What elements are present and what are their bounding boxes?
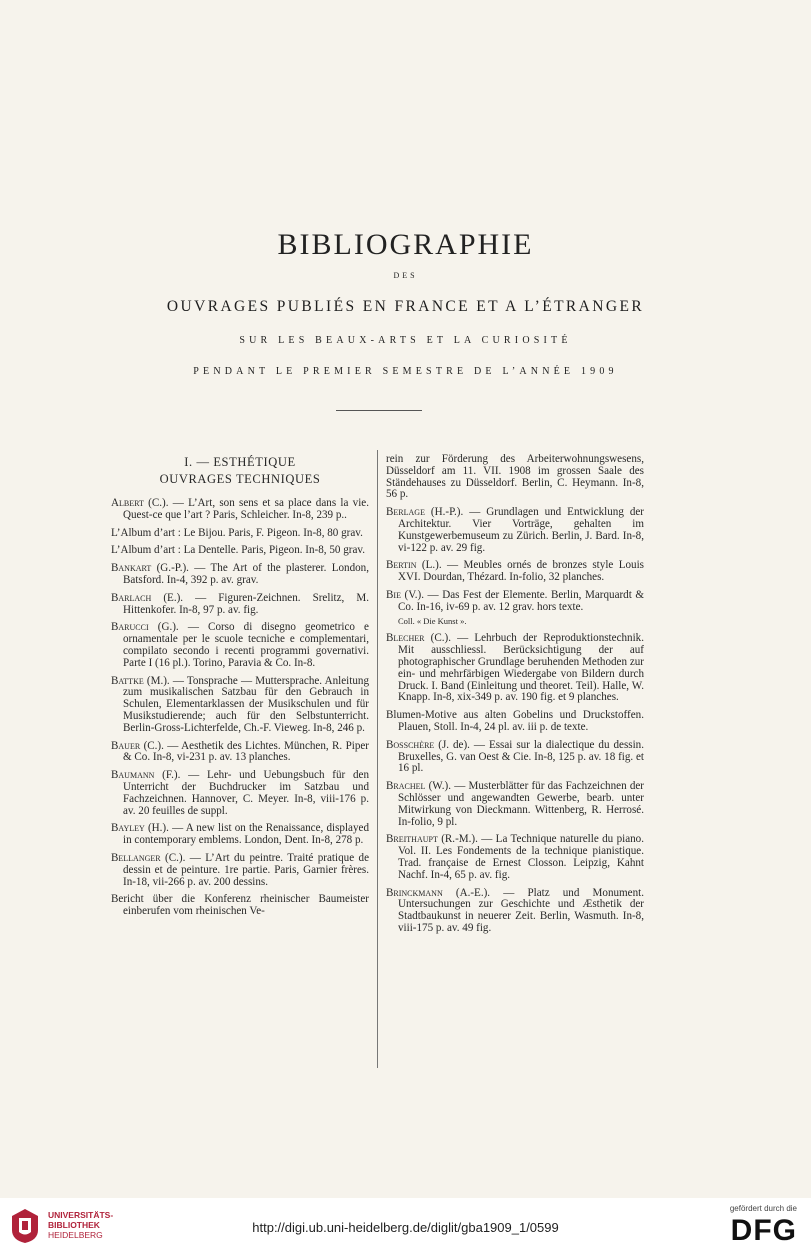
bibliography-entry — [111, 593, 369, 617]
section-subheading: OUVRAGES TECHNIQUES — [159, 472, 321, 486]
entry-author: Bellanger — [111, 851, 161, 864]
entry-text: (W.). — Musterblätter für das Fachzeichnen der Schlösser und angewandten Gewerbe, bearb. unter Mitwirkung von Dieckmann. Wittenberg, R. Herrosé. In-folio, 9 pl. — [398, 780, 644, 828]
bibliography-entry — [386, 781, 644, 828]
entry-text: rein zur Förderung des Arbeiterwohnungswesens, Düsseldorf am 11. VII. 1908 im grossen Saale des Ständehauses zu Düsseldorf. Berlin, C. Heymann. In-8, 56 p. — [386, 453, 644, 501]
bibliography-entry — [111, 853, 369, 888]
entry-text: L’Album d’art : Le Bijou. Paris, F. Pigeon. In-8, 80 grav. — [111, 526, 363, 539]
entry-text: Bericht über die Konferenz rheinischer Baumeister einberufen vom rheinischen Ve- — [111, 893, 369, 918]
right-column — [386, 454, 644, 941]
entry-author: Berlage — [386, 506, 425, 519]
entry-text: (C.). — L’Art, son sens et sa place dans la vie. Quest-ce que l’art ? Paris, Schleicher. In-8, 239 p.. — [123, 497, 369, 521]
bibliography-entry — [111, 823, 369, 847]
entry-text: (E.). — Figuren-Zeichnen. Srelitz, M. Hittenkofer. In-8, 97 p. av. fig. — [123, 591, 369, 616]
entry-text: (F.). — Lehr- und Uebungsbuch für den Unterricht der Buchdrucker im Satzbau und Fachzeichnen. Hannover, C. Meyer. In-8, viii-176 p. av. 20 feuilles de suppl. — [123, 769, 369, 817]
entry-author: Brinckmann — [386, 886, 443, 899]
entry-text: (G.-P.). — The Art of the plasterer. London, Batsford. In-4, 392 p. av. grav. — [123, 562, 369, 586]
bibliography-entry — [386, 560, 644, 584]
title-divider — [336, 410, 422, 411]
entry-author: Blecher — [386, 632, 425, 645]
subtitle-beaux-arts: SUR LES BEAUX-ARTS ET LA CURIOSITÉ — [239, 335, 572, 346]
entry-text: (M.). — Tonsprache — Muttersprache. Anleitung zum musikalischen Satzbau für den Gebrauch in Schulen, Elementarklassen der Musikschulen und für Musikstudierende; auch für den Selbstunterricht. Berlin-Gross-Lichterfelde, Ch.-F. Vieweg. In-8, 246 p. — [123, 674, 369, 734]
bibliography-entry — [111, 770, 369, 817]
bibliography-entry — [111, 741, 369, 765]
entry-text: (C.). — L’Art du peintre. Traité pratique de dessin et de peinture. 1re partie. Paris, Garnier frères. In-18, vii-266 p. av. 200 dessins. — [123, 851, 369, 888]
bibliography-entry — [386, 507, 644, 554]
entry-text: (C.). — Lehrbuch der Reproduktionstechnik. Mit ausschliessl. Berücksichtigung der auf photographischer Grundlage beruhenden Methoden zur ein- und mehrfärbigen Wiedergabe von Bildern durch Druck. I. Band (Einleitung und theoret. Teil). Halle, W. Knapp. In-8, xix-349 p. av. 190 fig. et 9 planches. — [398, 632, 644, 704]
entry-collection-note: Coll. « Die Kunst ». — [398, 615, 467, 626]
page-title: BIBLIOGRAPHIE — [277, 228, 534, 261]
entry-author: Baumann — [111, 769, 155, 782]
institution-line: UNIVERSITÄTS- — [48, 1210, 114, 1220]
entry-author: Bie — [386, 588, 401, 601]
bibliography-entry — [111, 498, 369, 522]
entry-text: (H.). — A new list on the Renaissance, displayed in contemporary emblems. London, Dent. In-8, 278 p. — [123, 822, 369, 847]
bibliography-entry — [111, 528, 369, 540]
subtitle-des: DES — [393, 271, 418, 280]
entry-author: Bankart — [111, 562, 152, 575]
entry-text: Blumen-Motive aus alten Gobelins und Druckstoffen. Plauen, Stoll. In-4, 24 pl. av. iii p. de texte. — [386, 709, 644, 733]
entry-text: (V.). — Das Fest der Elemente. Berlin, Marquardt & Co. In-16, iv-69 p. av. 12 grav. hors texte. — [398, 588, 644, 613]
bibliography-entry — [386, 710, 644, 734]
bibliography-entry — [111, 622, 369, 669]
entry-text: (G.). — Corso di disegno geometrico e ornamentale per le scuole tecniche e complementari, compilato secondo i recenti programmi governativi. Parte I (16 pl.). Torino, Paravia & Co. In-8. — [123, 621, 369, 669]
bibliography-entry — [386, 888, 644, 935]
entry-author: Brachel — [386, 780, 426, 793]
entry-text: (R.-M.). — La Technique naturelle du piano. Vol. II. Les Fondements de la technique pianistique. Trad. française de Ernest Closson. Leipzig, Kahnt Nachf. In-4, 65 p. av. fig. — [398, 833, 644, 881]
entry-author: Albert — [111, 497, 144, 509]
subtitle-semestre: PENDANT LE PREMIER SEMESTRE DE L’ANNÉE 1909 — [193, 366, 618, 377]
entry-author: Barlach — [111, 591, 152, 604]
entry-author: Bertin — [386, 559, 417, 572]
bibliography-entry — [386, 740, 644, 775]
entry-author: Bauer — [111, 739, 141, 752]
institution-line: HEIDELBERG — [48, 1230, 103, 1240]
entry-text: L’Album d’art : La Dentelle. Paris, Pigeon. In-8, 50 grav. — [111, 544, 365, 557]
funded-by-label: gefördert durch die — [729, 1204, 797, 1213]
entry-author: Bayley — [111, 822, 145, 835]
source-url-link[interactable]: http://digi.ub.uni-heidelberg.de/diglit/gba1909_1/0599 — [252, 1220, 559, 1235]
subtitle-ouvrages: OUVRAGES PUBLIÉS EN FRANCE ET A L’ÉTRANGER — [166, 298, 645, 315]
bibliography-entry — [111, 545, 369, 557]
bibliography-entry — [111, 676, 369, 735]
left-column — [111, 454, 369, 924]
bibliography-entry — [111, 894, 369, 918]
bibliography-entry — [386, 590, 644, 614]
institution-line: BIBLIOTHEK — [48, 1220, 100, 1230]
entry-text: (H.-P.). — Grundlagen und Entwicklung der Architektur. Vier Vorträge, gehalten im Kunstgewerbemuseum zu Zürich. Berlin, J. Bard. In-8, vi-122 p. av. 29 fig. — [398, 506, 644, 554]
entry-author: Breithaupt — [386, 833, 438, 846]
entry-text: (C.). — Aesthetik des Lichtes. München, R. Piper & Co. In-8, vi-231 p. av. 13 planches. — [123, 739, 369, 764]
bibliography-entry — [386, 633, 644, 704]
entry-author: Battke — [111, 674, 144, 687]
right-entry-list — [386, 454, 644, 935]
entry-text: (J. de). — Essai sur la dialectique du dessin. Bruxelles, G. van Oest & Cie. In-8, 125 p. av. 18 fig. et 16 pl. — [398, 738, 644, 775]
column-divider — [377, 450, 378, 1068]
left-entry-list — [111, 498, 369, 918]
entry-text: (A.-E.). — Platz und Monument. Untersuchungen zur Geschichte und Æsthetik der Stadtbaukunst in neuerer Zeit. Berlin, Wasmuth. In-8, viii-175 p. av. 49 fig. — [398, 886, 644, 934]
entry-author: Bosschère — [386, 738, 435, 751]
section-heading: I. — ESTHÉTIQUE — [184, 455, 296, 469]
entry-text: (L.). — Meubles ornés de bronzes style Louis XVI. Dourdan, Thézard. In-folio, 32 planches. — [398, 559, 644, 584]
bibliography-entry — [111, 563, 369, 587]
bibliography-entry — [386, 454, 644, 501]
dfg-logo: DFG — [730, 1214, 797, 1247]
bibliography-entry — [386, 834, 644, 881]
footer-bar — [0, 1198, 811, 1253]
entry-author: Barucci — [111, 621, 149, 634]
